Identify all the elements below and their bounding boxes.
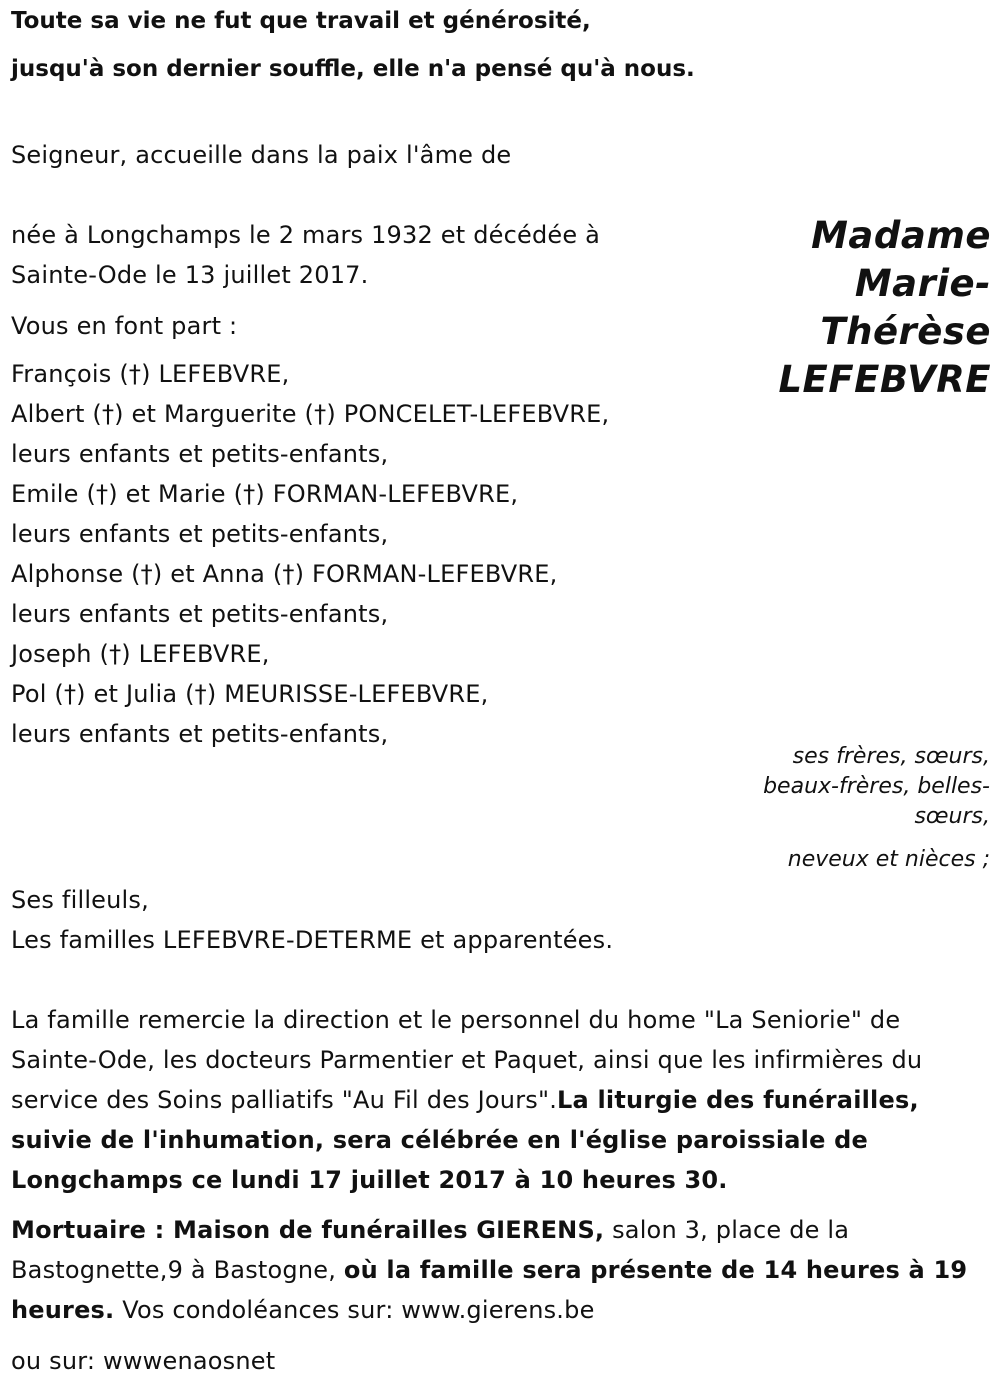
condolences-site: Vos condoléances sur: www.gierens.be: [114, 1296, 595, 1324]
godchildren-line-2: Les familles LEFEBVRE-DETERME et apparentées.: [11, 926, 614, 954]
deceased-first-name-1: Marie-: [854, 262, 991, 305]
birth-death-info: [11, 215, 600, 295]
family-line: Pol (†) et Julia (†) MEURISSE-LEFEBVRE,: [11, 680, 489, 708]
birth-line-1: née à Longchamps le 2 mars 1932 et décédée à: [11, 221, 601, 249]
thanks-text: La famille remercie la direction et le personnel du home "La Seniorie" de Sainte-Ode, les docteurs Parmentier et Paquet, ainsi que les infirmières du service des Soins palliatifs "Au Fil des Jours".: [11, 1006, 923, 1114]
family-line: leurs enfants et petits-enfants,: [11, 600, 389, 628]
deceased-title: Madame: [811, 214, 991, 257]
deceased-last-name: LEFEBVRE: [778, 358, 991, 401]
birth-line-2: Sainte-Ode le 13 juillet 2017.: [11, 261, 369, 289]
relatives-line-2: beaux-frères, belles-: [763, 774, 990, 799]
relatives-line-3: sœurs,: [914, 804, 990, 829]
mortuary-label: Mortuaire : Maison de funérailles GIERENS,: [11, 1216, 605, 1244]
family-line: François (†) LEFEBVRE,: [11, 360, 290, 388]
relatives-block: [763, 742, 990, 872]
deceased-first-name-2: Thérèse: [820, 310, 991, 353]
godchildren-block: [11, 880, 613, 960]
mortuary-paragraph: [11, 1210, 991, 1330]
alternate-site: ou sur: wwwenaosnet: [11, 1347, 276, 1375]
family-list: [11, 354, 609, 754]
announce-text: Vous en font part :: [11, 312, 238, 340]
family-line: leurs enfants et petits-enfants,: [11, 720, 389, 748]
family-line: Albert (†) et Marguerite (†) PONCELET-LEFEBVRE,: [11, 400, 610, 428]
family-line: Joseph (†) LEFEBVRE,: [11, 640, 270, 668]
heading-line-2: jusqu'à son dernier souffle, elle n'a pensé qu'à nous.: [11, 56, 695, 82]
family-line: Emile (†) et Marie (†) FORMAN-LEFEBVRE,: [11, 480, 519, 508]
heading-line-1: Toute sa vie ne fut que travail et générosité,: [11, 8, 591, 34]
funeral-details: La liturgie des funérailles, suivie de l'inhumation, sera célébrée en l'église paroissiale de Longchamps ce lundi 17 juillet 2017 à 10 heures 30.: [11, 1086, 919, 1194]
visiting-hours: où la famille sera présente de 14 heures à 19 heures.: [11, 1256, 968, 1324]
family-line: leurs enfants et petits-enfants,: [11, 440, 389, 468]
relatives-line-1: ses frères, sœurs,: [792, 744, 990, 769]
intro-text: Seigneur, accueille dans la paix l'âme de: [11, 141, 512, 169]
mortuary-address: salon 3, place de la Bastognette,9 à Bastogne,: [11, 1216, 850, 1284]
thanks-paragraph: [11, 1000, 991, 1200]
deceased-name: [778, 212, 991, 404]
godchildren-line-1: Ses filleuls,: [11, 886, 149, 914]
family-line: leurs enfants et petits-enfants,: [11, 520, 389, 548]
family-line: Alphonse (†) et Anna (†) FORMAN-LEFEBVRE,: [11, 560, 558, 588]
relatives-line-4: neveux et nièces ;: [787, 847, 990, 872]
